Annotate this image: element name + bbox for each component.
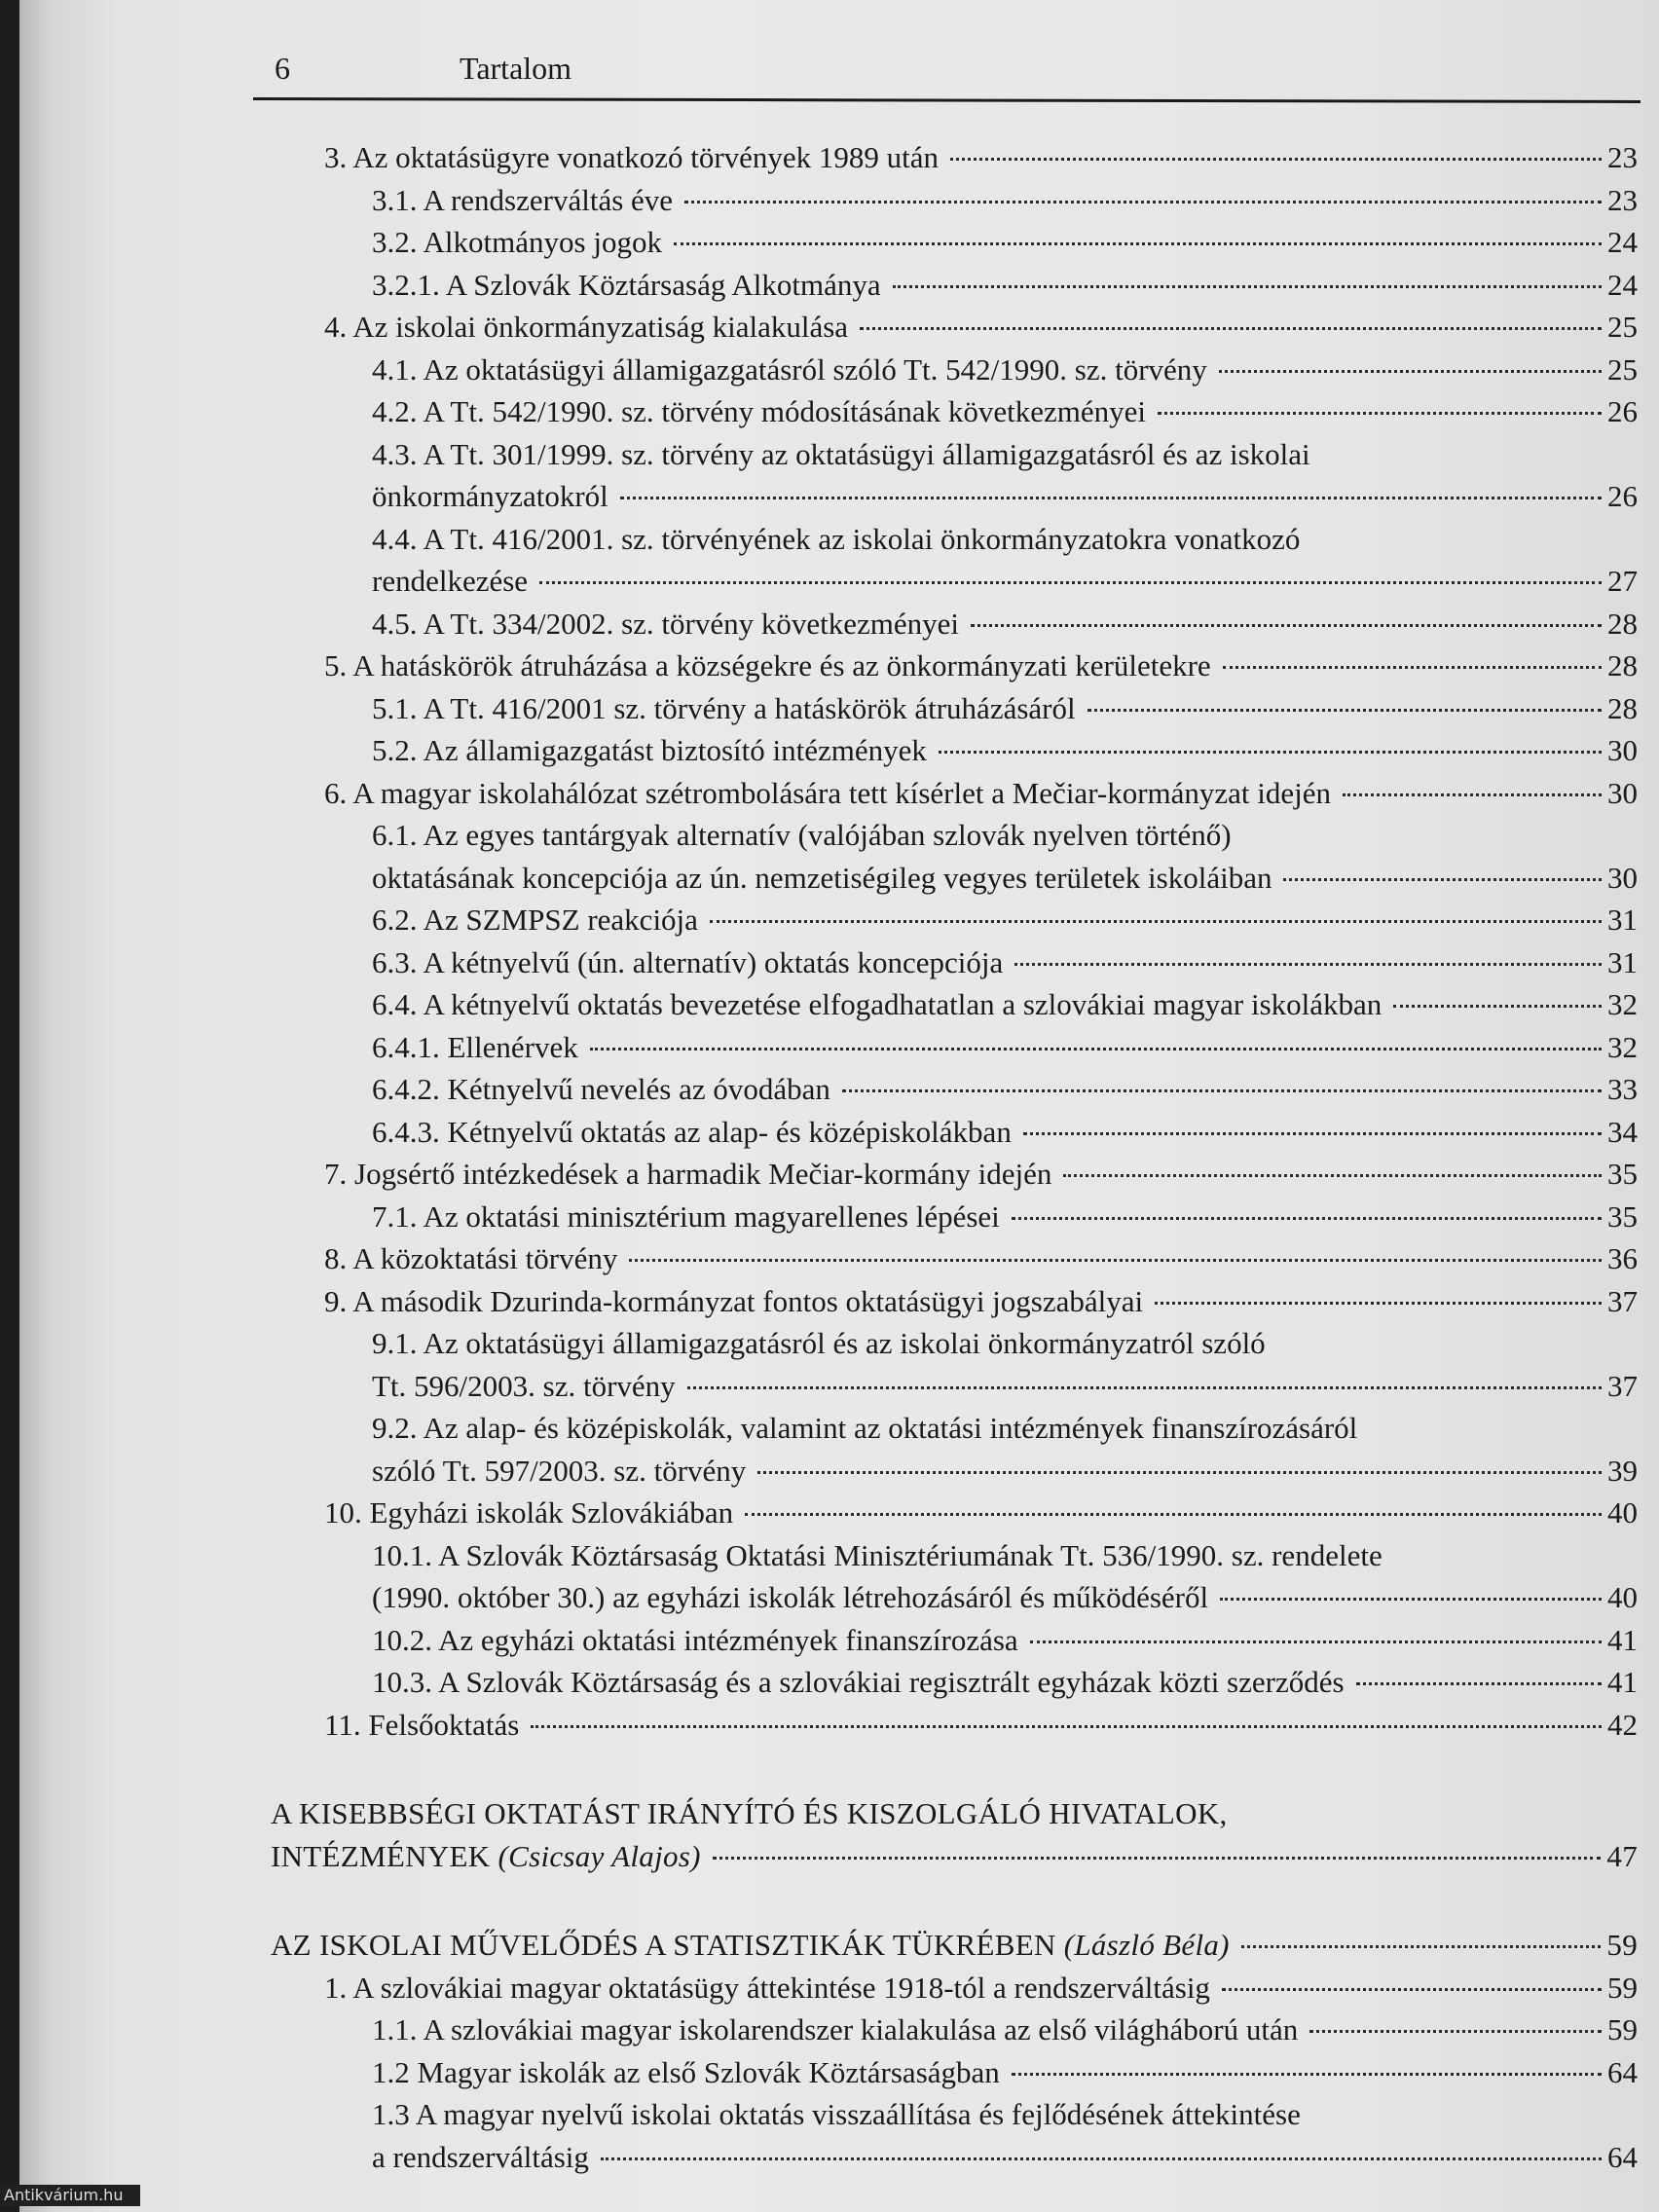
toc-entry-first-line: 4.4. A Tt. 416/2001. sz. törvényének az iskolai önkormányzatokra vonatkozó [372, 521, 1301, 556]
section-author: (László Béla) [1063, 1928, 1230, 1962]
toc-entry: 5. A hatáskörök átruházása a községekre és az önkormányzati kerületekre 28 [324, 648, 1638, 682]
toc-entry: 6.3. A kétnyelvű (ún. alternatív) oktatás koncepciója 31 [372, 944, 1638, 979]
toc-entry: 4.1. Az oktatásügyi államigazgatásról szóló Tt. 542/1990. sz. törvény 25 [372, 351, 1638, 387]
toc-entry-first-line: 10.1. A Szlovák Köztársaság Oktatási Minisztériumának Tt. 536/1990. sz. rendelete [372, 1537, 1382, 1572]
toc-entry: 5.2. Az államigazgatást biztosító intézmények 30 [372, 733, 1638, 767]
toc-entry: önkormányzatokról 26 [372, 479, 1638, 513]
toc-entry: 4.2. A Tt. 542/1990. sz. törvény módosításának következményei 26 [372, 394, 1638, 428]
toc-entry: 1.1. A szlovákiai magyar iskolarendszer kialakulása az első világháború után 59 [372, 2012, 1638, 2046]
toc-entry-first-line: 6.1. Az egyes tantárgyak alternatív (valójában szlovák nyelven történő) [372, 818, 1232, 852]
toc-entry: 7. Jogsértő intézkedések a harmadik Mečiar-kormány idején 35 [324, 1157, 1638, 1191]
toc-entry: 6. A magyar iskolahálózat szétrombolására tett kísérlet a Mečiar-kormányzat idején 30 [324, 775, 1638, 810]
toc-entry: 6.4.3. Kétnyelvű oktatás az alap- és középiskolákban 34 [372, 1114, 1638, 1149]
toc-entry: 3.2.1. A Szlovák Köztársaság Alkotmánya 24 [372, 267, 1638, 302]
section-heading: AZ ISKOLAI MŰVELŐDÉS A STATISZTIKÁK TÜKRÉBEN (László Béla) 59 [271, 1928, 1638, 1962]
toc-entry: 9. A második Dzurinda-kormányzat fontos oktatásügyi jogszabályai 37 [324, 1283, 1638, 1318]
toc-entry: 11. Felsőoktatás 42 [324, 1707, 1638, 1742]
toc-entry: a rendszerváltásig 64 [372, 2139, 1638, 2174]
toc-entry: oktatásának koncepciója az ún. nemzetiségileg vegyes területek iskoláiban 30 [372, 860, 1638, 895]
section-heading: INTÉZMÉNYEK (Csicsay Alajos) 47 [271, 1838, 1638, 1873]
toc-entry-first-line: 4.3. A Tt. 301/1999. sz. törvény az oktatásügyi államigazgatásról és az iskolai [372, 436, 1310, 471]
toc-entry: 10.2. Az egyházi oktatási intézmények finanszírozása 41 [372, 1622, 1638, 1657]
section-spacer [19, 1746, 1659, 1792]
toc-entry-first-line: 9.2. Az alap- és középiskolák, valamint az oktatási intézmények finanszírozásáról [372, 1411, 1358, 1445]
running-title: Tartalom [460, 51, 572, 86]
toc-entry: rendelkezése 27 [372, 564, 1638, 598]
toc-entry: 3.2. Alkotmányos jogok 24 [372, 225, 1638, 259]
toc-entry: Tt. 596/2003. sz. törvény 37 [372, 1368, 1638, 1403]
toc-entry: (1990. október 30.) az egyházi iskolák létrehozásáról és működéséről 40 [372, 1580, 1638, 1614]
toc-entry-first-line: 1.3 A magyar nyelvű iskolai oktatás visszaállítása és fejlődésének áttekintése [372, 2097, 1301, 2131]
toc-entry: 10.3. A Szlovák Köztársaság és a szlovákiai regisztrált egyházak közti szerződés 41 [372, 1665, 1638, 1699]
toc-entry: 3. Az oktatásügyre vonatkozó törvények 1989 után 23 [324, 140, 1638, 174]
toc-entry: 8. A közoktatási törvény 36 [324, 1241, 1638, 1275]
page-number: 6 [275, 51, 290, 86]
toc-entry: 6.4. A kétnyelvű oktatás bevezetése elfogadhatatlan a szlovákiai magyar iskolákban 32 [372, 987, 1638, 1021]
watermark: Antikvárium.hu [0, 2185, 140, 2206]
toc-entry: 3.1. A rendszerváltás éve 23 [372, 182, 1638, 217]
toc-entry-first-line: 9.1. Az oktatásügyi államigazgatásról és az iskolai önkormányzatról szóló [372, 1326, 1266, 1360]
table-of-contents [19, 136, 1659, 2178]
toc-entry: szóló Tt. 597/2003. sz. törvény 39 [372, 1453, 1638, 1488]
page-header [275, 51, 1638, 99]
toc-entry: 1.2 Magyar iskolák az első Szlovák Köztársaságban 64 [372, 2054, 1638, 2089]
section-spacer [19, 1877, 1659, 1924]
book-page [19, 0, 1659, 2212]
toc-entry: 7.1. Az oktatási minisztérium magyarellenes lépései 35 [372, 1198, 1638, 1234]
toc-entry: 4. Az iskolai önkormányzatiság kialakulása 25 [324, 310, 1638, 344]
section-author: (Csicsay Alajos) [498, 1838, 701, 1873]
toc-entry: 6.2. Az SZMPSZ reakciója 31 [372, 903, 1638, 937]
section-heading-first-line: A KISEBBSÉGI OKTATÁST IRÁNYÍTÓ ÉS KISZOLGÁLÓ HIVATALOK, [271, 1796, 1228, 1830]
toc-entry: 6.4.1. Ellenérvek 32 [372, 1029, 1638, 1064]
toc-entry: 4.5. A Tt. 334/2002. sz. törvény következményei 28 [372, 606, 1638, 641]
toc-entry: 6.4.2. Kétnyelvű nevelés az óvodában 33 [372, 1072, 1638, 1106]
toc-entry: 5.1. A Tt. 416/2001 sz. törvény a hatáskörök átruházásáról 28 [372, 690, 1638, 725]
toc-entry: 1. A szlovákiai magyar oktatásügy áttekintése 1918-tól a rendszerváltásig 59 [324, 1970, 1638, 2005]
toc-entry: 10. Egyházi iskolák Szlovákiában 40 [324, 1495, 1638, 1530]
